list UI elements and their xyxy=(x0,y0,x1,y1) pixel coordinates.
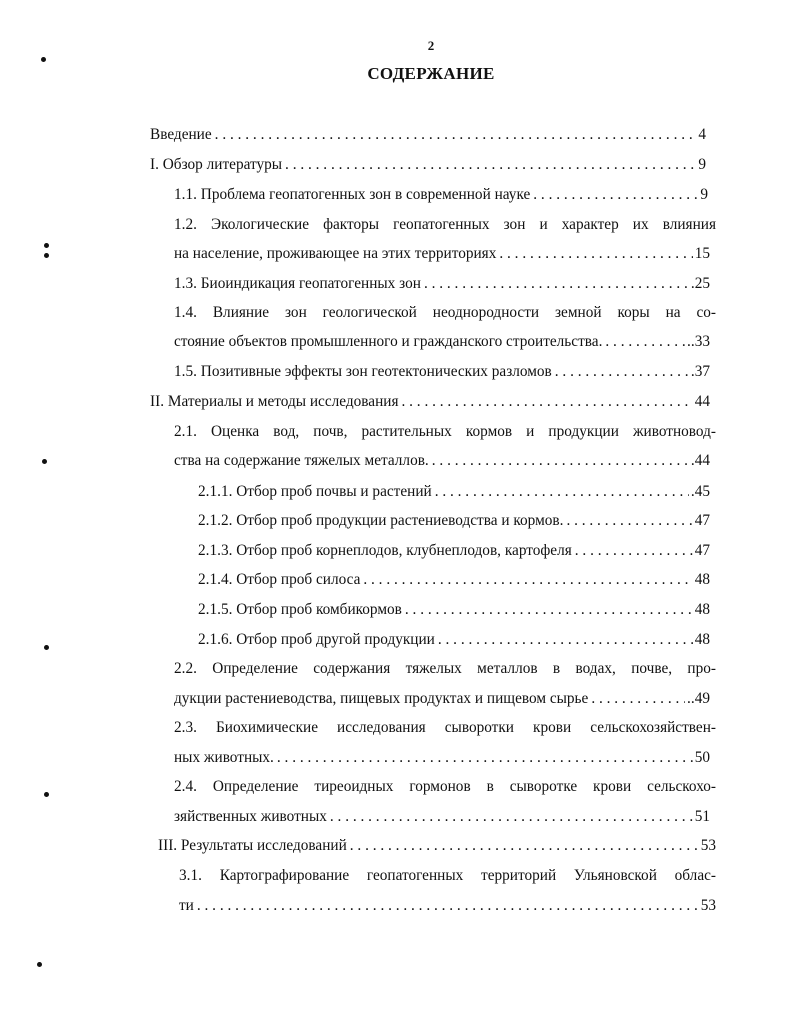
dot-leader xyxy=(566,511,692,531)
binding-hole-mark xyxy=(42,459,47,464)
dot-leader xyxy=(591,689,685,709)
toc-entry-page: .37 xyxy=(690,363,710,380)
dot-leader xyxy=(363,570,692,590)
toc-entry-2-2 xyxy=(174,659,716,679)
toc-entry-label-line2: на население, проживающее на этих территориях xyxy=(174,245,497,262)
dot-leader xyxy=(499,244,692,264)
toc-entry-label: 1.5. Позитивные эффекты зон геотектонических разломов xyxy=(174,363,552,380)
toc-entry-1-3 xyxy=(174,274,710,294)
toc-entry-page: 47 xyxy=(694,542,710,559)
dot-leader xyxy=(575,541,693,561)
toc-entry-label-line1: 2.1. Оценка вод, почв, растительных кормов и продукции животновод- xyxy=(174,423,716,440)
toc-entry-2-1-1 xyxy=(198,482,710,502)
toc-entry-label-line1: 1.2. Экологические факторы геопатогенных зон и характер их влияния xyxy=(174,216,716,233)
dot-leader xyxy=(277,748,693,768)
toc-entry-label: II. Материалы и методы исследования xyxy=(150,393,399,410)
toc-entry-label-line1: 2.4. Определение тиреоидных гормонов в сыворотке крови сельскохо- xyxy=(174,778,716,795)
toc-entry-label-line2: дукции растениеводства, пищевых продуктах и пищевом сырье xyxy=(174,690,589,707)
binding-hole-mark xyxy=(37,962,42,967)
toc-entry-label: 1.1. Проблема геопатогенных зон в современной науке xyxy=(174,186,531,203)
toc-entry-page: 48 xyxy=(694,631,710,648)
dot-leader xyxy=(432,451,689,471)
toc-entry-3-1-cont xyxy=(179,896,716,916)
toc-entry-1-4 xyxy=(174,303,716,323)
dot-leader xyxy=(402,392,693,412)
toc-entry-2-1 xyxy=(174,422,716,442)
toc-entry-page: 4 xyxy=(698,126,706,143)
toc-entry-label-line2: ства на содержание тяжелых металлов. xyxy=(174,452,429,469)
toc-entry-2-4-cont xyxy=(174,807,710,827)
dot-leader xyxy=(424,274,689,294)
toc-entry-1-4-cont xyxy=(174,332,710,352)
binding-hole-mark xyxy=(44,243,49,248)
toc-entry-page: 51 xyxy=(694,808,710,825)
toc-entry-page: ..49 xyxy=(687,690,710,707)
dot-leader xyxy=(555,362,689,382)
toc-entry-label: 1.3. Биоиндикация геопатогенных зон xyxy=(174,275,421,292)
toc-entry-2-4 xyxy=(174,777,716,797)
toc-entry-label: 2.1.5. Отбор проб комбикормов xyxy=(198,601,402,618)
dot-leader xyxy=(605,332,685,352)
toc-entry-label-line2: ти xyxy=(179,897,194,914)
dot-leader xyxy=(197,896,699,916)
toc-entry-1-1 xyxy=(174,185,708,205)
toc-entry-page: 53 xyxy=(700,897,716,914)
toc-entry-page: .25 xyxy=(690,275,710,292)
dot-leader xyxy=(215,125,697,145)
toc-entry-page: 47 xyxy=(694,512,710,529)
toc-entry-page: 9 xyxy=(698,156,706,173)
toc-entry-chapter-2 xyxy=(150,392,710,412)
toc-entry-2-1-3 xyxy=(198,541,710,561)
toc-entry-page: 48 xyxy=(694,571,710,588)
toc-entry-chapter-1 xyxy=(150,155,706,175)
binding-hole-mark xyxy=(44,253,49,258)
page-number: 2 xyxy=(427,38,435,53)
toc-entry-2-1-5 xyxy=(198,600,710,620)
dot-leader xyxy=(350,836,699,856)
toc-entry-label-line1: 1.4. Влияние зон геологической неоднородности земной коры на со- xyxy=(174,304,716,321)
page-title: СОДЕРЖАНИЕ xyxy=(367,64,495,83)
binding-hole-mark xyxy=(44,792,49,797)
toc-entry-label: Введение xyxy=(150,126,212,143)
toc-entry-page: 9 xyxy=(700,186,708,203)
toc-entry-label: I. Обзор литературы xyxy=(150,156,283,173)
dot-leader xyxy=(438,630,693,650)
toc-entry-label-line2: ных животных. xyxy=(174,749,274,766)
toc-entry-label: 2.1.4. Отбор проб силоса xyxy=(198,571,361,588)
toc-entry-chapter-3 xyxy=(158,836,716,856)
toc-entry-page: 15 xyxy=(694,245,710,262)
dot-leader xyxy=(405,600,693,620)
dot-leader xyxy=(533,185,698,205)
toc-entry-label-line2: стояние объектов промышленного и гражданского строительства. xyxy=(174,333,603,350)
toc-entry-2-1-2 xyxy=(198,511,710,531)
toc-entry-page: 48 xyxy=(694,601,710,618)
toc-entry-page: 50 xyxy=(694,749,710,766)
toc-entry-label: III. Результаты исследований xyxy=(158,837,347,854)
dot-leader xyxy=(285,155,696,175)
toc-entry-2-3-cont xyxy=(174,748,710,768)
toc-entry-2-3 xyxy=(174,718,716,738)
binding-hole-mark xyxy=(44,645,49,650)
toc-entry-page: .44 xyxy=(690,452,710,469)
toc-entry-label-line2: зяйственных животных xyxy=(174,808,327,825)
toc-entry-label: 2.1.3. Отбор проб корнеплодов, клубнеплодов, картофеля xyxy=(198,542,572,559)
toc-entry-introduction xyxy=(150,125,706,145)
toc-entry-1-2 xyxy=(174,215,716,235)
toc-entry-label-line1: 2.2. Определение содержания тяжелых металлов в водах, почве, про- xyxy=(174,660,716,677)
toc-entry-2-1-4 xyxy=(198,570,710,590)
toc-entry-2-2-cont xyxy=(174,689,710,709)
toc-entry-label: 2.1.6. Отбор проб другой продукции xyxy=(198,631,435,648)
toc-entry-page: 53 xyxy=(700,837,716,854)
binding-hole-mark xyxy=(41,57,46,62)
toc-entry-2-1-6 xyxy=(198,630,710,650)
toc-entry-page: .45 xyxy=(690,483,710,500)
toc-entry-label: 2.1.2. Отбор проб продукции растениеводства и кормов. xyxy=(198,512,564,529)
toc-entry-1-5 xyxy=(174,362,710,382)
toc-entry-1-2-cont xyxy=(174,244,710,264)
toc-entry-page: ..33 xyxy=(687,333,710,350)
toc-entry-3-1 xyxy=(179,866,716,886)
toc-entry-label: 2.1.1. Отбор проб почвы и растений xyxy=(198,483,432,500)
toc-entry-label-line1: 2.3. Биохимические исследования сыворотки крови сельскохозяйствен- xyxy=(174,719,716,736)
dot-leader xyxy=(435,482,689,502)
toc-entry-page: 44 xyxy=(694,393,710,410)
toc-entry-label-line1: 3.1. Картографирование геопатогенных территорий Ульяновской облас- xyxy=(179,867,716,884)
dot-leader xyxy=(330,807,693,827)
toc-entry-2-1-cont xyxy=(174,451,710,471)
